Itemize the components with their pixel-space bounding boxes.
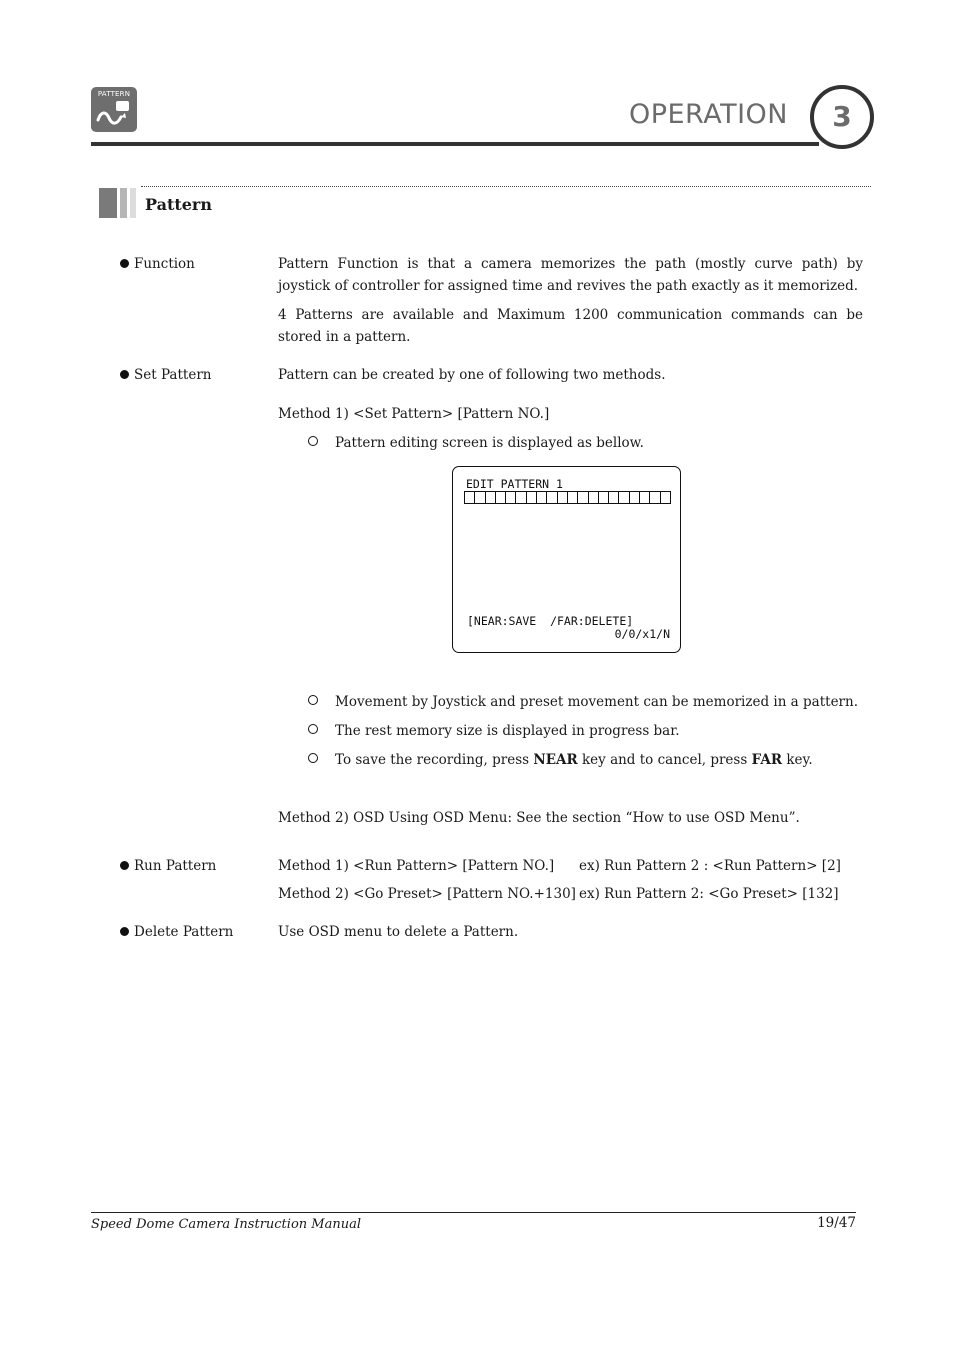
list-item: To save the recording, press NEAR key and to cancel, press FAR key. xyxy=(308,749,813,771)
circle-bullet-icon xyxy=(308,724,318,734)
osd-progress-segment xyxy=(537,492,547,503)
osd-progress-segment xyxy=(609,492,619,503)
osd-progress-segment xyxy=(547,492,557,503)
footer-manual-title: Speed Dome Camera Instruction Manual xyxy=(91,1217,361,1232)
run-pattern-label: Run Pattern xyxy=(120,855,216,877)
function-paragraph-2: 4 Patterns are available and Maximum 1200 communication commands can be stored in a pattern. xyxy=(278,307,863,345)
page-number: 19/47 xyxy=(817,1215,856,1231)
osd-progress-bar xyxy=(464,491,671,504)
osd-progress-segment xyxy=(558,492,568,503)
circle-bullet-icon xyxy=(308,753,318,763)
osd-progress-segment xyxy=(568,492,578,503)
list-item: Movement by Joystick and preset movement can be memorized in a pattern. xyxy=(308,691,858,713)
osd-progress-segment xyxy=(475,492,485,503)
osd-progress-segment xyxy=(630,492,640,503)
osd-edit-pattern-screen xyxy=(452,466,681,653)
circle-bullet-icon xyxy=(308,436,318,446)
run-pattern-example-1: ex) Run Pattern 2 : <Run Pattern> [2] xyxy=(579,858,841,874)
osd-progress-segment xyxy=(661,492,670,503)
set-pattern-intro: Pattern can be created by one of following two methods. xyxy=(278,367,666,383)
footer-rule xyxy=(91,1212,856,1213)
bullet-icon xyxy=(120,259,129,268)
osd-progress-segment xyxy=(589,492,599,503)
osd-keys-line: [NEAR:SAVE /FAR:DELETE] xyxy=(467,614,634,628)
set-pattern-label: Set Pattern xyxy=(120,364,211,386)
section-divider xyxy=(141,186,871,187)
list-item: Pattern editing screen is displayed as bellow. xyxy=(308,432,644,454)
osd-progress-segment xyxy=(465,492,475,503)
section-title: Pattern xyxy=(145,195,212,214)
function-paragraph-1: Pattern Function is that a camera memorizes the path (mostly curve path) by joystick of controller for assigned time and revives the path exactly as it memorized. xyxy=(278,256,863,294)
circle-bullet-icon xyxy=(308,695,318,705)
osd-progress-segment xyxy=(650,492,660,503)
bullet-icon xyxy=(120,370,129,379)
osd-progress-segment xyxy=(516,492,526,503)
osd-progress-segment xyxy=(506,492,516,503)
osd-title: EDIT PATTERN 1 xyxy=(466,477,563,491)
osd-progress-segment xyxy=(486,492,496,503)
chapter-title: OPERATION xyxy=(628,99,788,130)
osd-progress-segment xyxy=(527,492,537,503)
chapter-number: 3 xyxy=(832,100,852,133)
osd-progress-segment xyxy=(496,492,506,503)
bullet-icon xyxy=(120,861,129,870)
far-key: FAR xyxy=(751,752,783,768)
function-label: Function xyxy=(120,253,195,275)
pattern-logo xyxy=(91,87,137,132)
near-key: NEAR xyxy=(533,752,578,768)
list-item: The rest memory size is displayed in progress bar. xyxy=(308,720,680,742)
set-pattern-method-2: Method 2) OSD Using OSD Menu: See the section “How to use OSD Menu”. xyxy=(278,810,800,826)
chapter-badge xyxy=(810,85,874,149)
bullet-icon xyxy=(120,927,129,936)
osd-status-line: 0/0/x1/N xyxy=(614,627,670,641)
logo-label: PATTERN xyxy=(97,90,131,98)
pattern-curve-icon xyxy=(91,87,137,132)
osd-progress-segment xyxy=(578,492,588,503)
set-pattern-method-1: Method 1) <Set Pattern> [Pattern NO.] xyxy=(278,406,550,422)
osd-progress-segment xyxy=(640,492,650,503)
delete-pattern-label: Delete Pattern xyxy=(120,921,233,943)
delete-pattern-text: Use OSD menu to delete a Pattern. xyxy=(278,924,519,940)
run-pattern-method-1: Method 1) <Run Pattern> [Pattern NO.] xyxy=(278,858,555,874)
run-pattern-example-2: ex) Run Pattern 2: <Go Preset> [132] xyxy=(579,886,839,902)
osd-progress-segment xyxy=(619,492,629,503)
run-pattern-method-2: Method 2) <Go Preset> [Pattern NO.+130] xyxy=(278,886,576,902)
header-rule xyxy=(91,142,819,146)
osd-progress-segment xyxy=(599,492,609,503)
